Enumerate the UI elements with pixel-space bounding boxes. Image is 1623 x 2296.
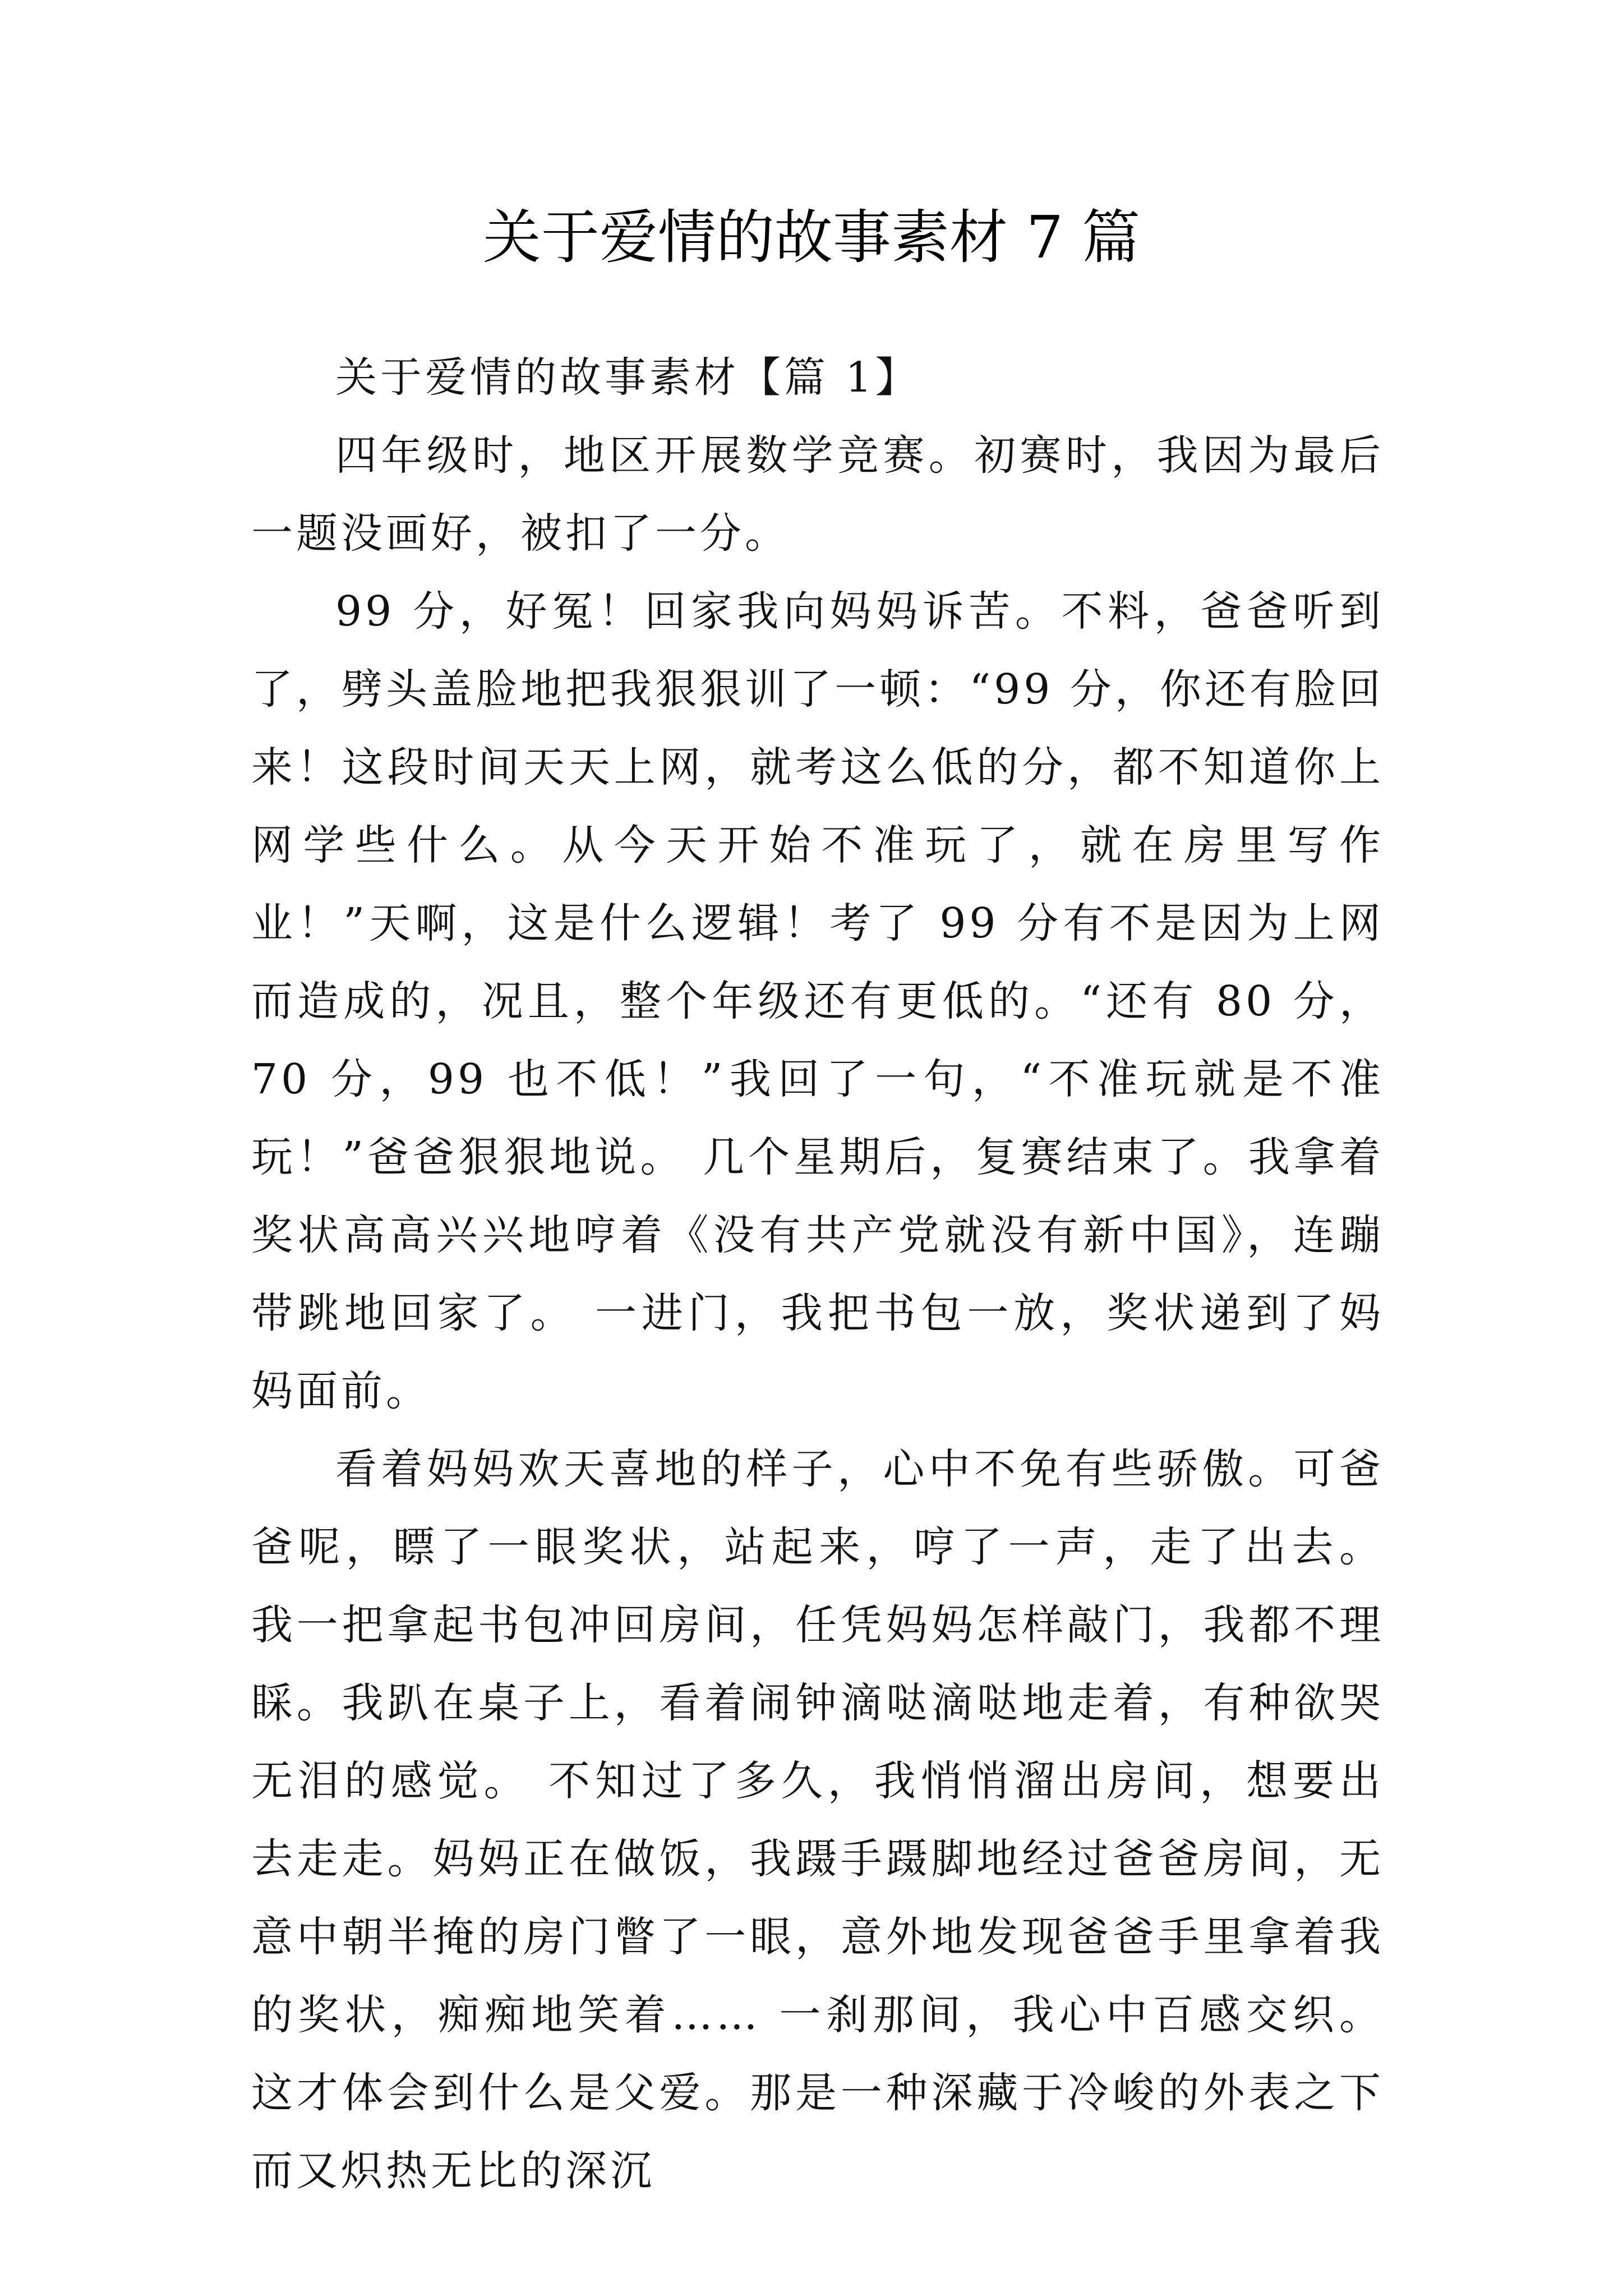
section-heading: 关于爱情的故事素材【篇 1】 [335, 353, 920, 402]
document-title: 关于爱情的故事素材 7 篇 [482, 203, 1141, 272]
paragraph: 看着妈妈欢天喜地的样子，心中不免有些骄傲。可爸爸呢，瞟了一眼奖状，站起来，哼了一声，走了出去。 我一把拿起书包冲回房间，任凭妈妈怎样敲门，我都不理睬。我趴在桌子上，看着闹钟滴哒滴哒地走着，有种欲哭无泪的感觉。 不知过了多久，我悄悄溜出房间，想要出去走走。妈妈正在做饭，我蹑手蹑脚地经过爸爸房间，无意中朝半掩的房门瞥了一眼，意外地发现爸爸手里拿着我的奖状，痴痴地笑着…… 一刹那间，我心中百感交织。这才体会到什么是父爱。那是一种深藏于冷峻的外表之下而又炽热无比的深沉 [251, 1445, 1384, 2195]
paragraph: 四年级时，地区开展数学竞赛。初赛时，我因为最后一题没画好，被扣了一分。 [251, 431, 1384, 558]
document-body [251, 339, 1384, 2210]
paragraph: 99 分，好冤！回家我向妈妈诉苦。不料，爸爸听到了，劈头盖脸地把我狠狠训了一顿：“99 分，你还有脸回来！这段时间天天上网，就考这么低的分，都不知道你上网学些什么。从今天开始不准玩了，就在房里写作业！”天啊，这是什么逻辑！考了 99 分有不是因为上网而造成的，况且，整个年级还有更低的。“还有 80 分，70 分，99 也不低！”我回了一句，“不准玩就是不准玩！”爸爸狠狠地说。 几个星期后，复赛结束了。我拿着奖状高高兴兴地哼着《没有共产党就没有新中国》，连蹦带跳地回家了。 一进门，我把书包一放，奖状递到了妈妈面前。 [251, 587, 1384, 1415]
